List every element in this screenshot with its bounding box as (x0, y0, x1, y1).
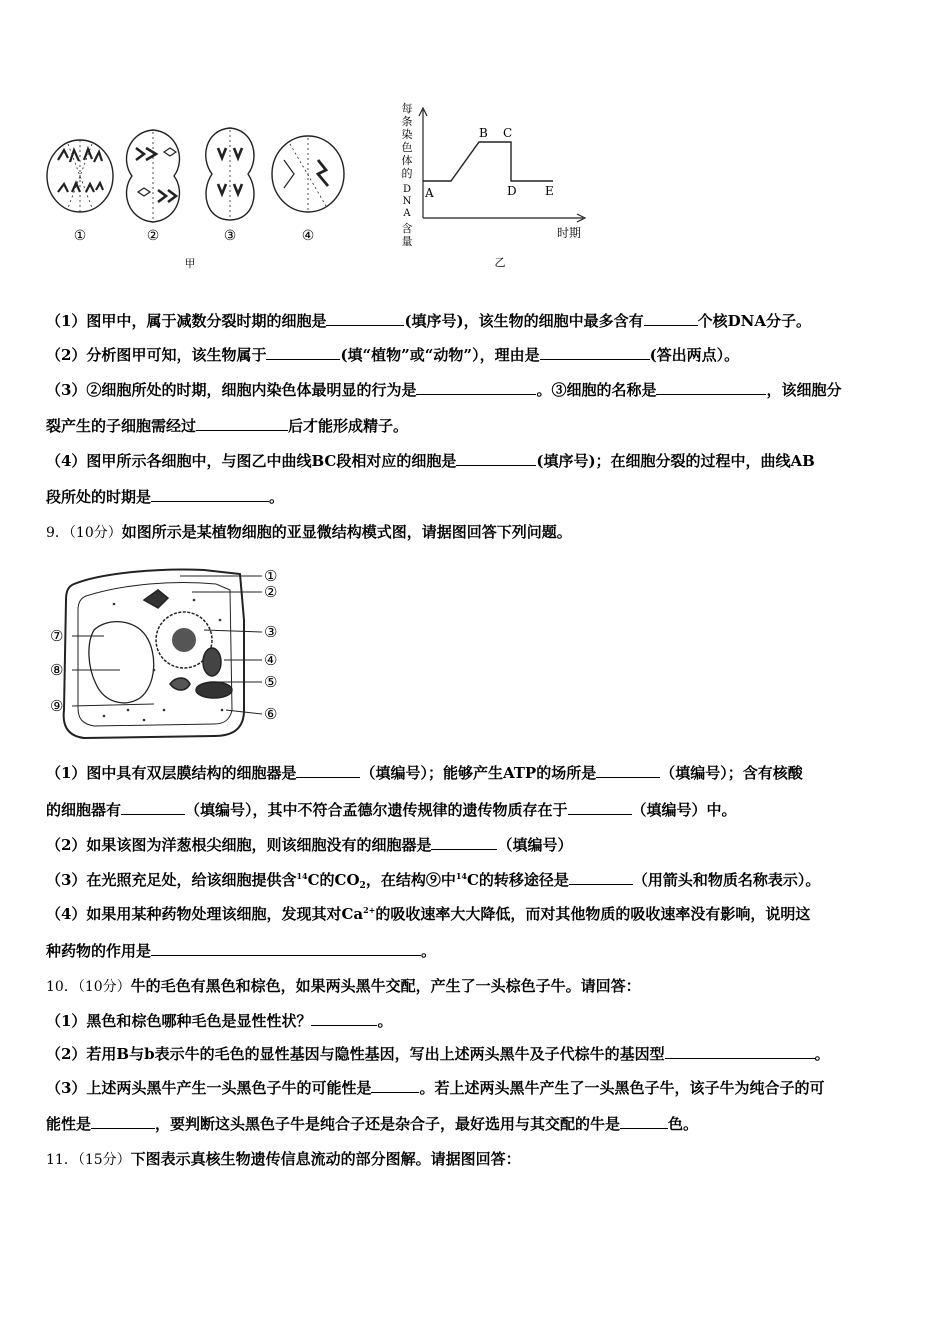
answer-blank[interactable] (326, 311, 404, 326)
q10-number: 10． (46, 979, 78, 995)
q8-part3-text-b: 。③细胞的名称是 (536, 381, 657, 399)
answer-blank[interactable] (371, 1078, 419, 1093)
q8-part2-text-a: （2）分析图甲可知，该生物属于 (46, 346, 267, 364)
answer-blank[interactable] (266, 345, 340, 360)
q10-part1-text-a: （1）黑色和棕色哪种毛色是显性性状？ (46, 1012, 312, 1030)
q10-stem (46, 976, 641, 997)
answer-blank[interactable] (540, 345, 650, 360)
cell-4 (272, 136, 344, 212)
q8-part1-text-b: (填序号)，该生物的细胞中最多含有 (404, 312, 644, 330)
q8-part1 (46, 311, 811, 331)
q9-part3-text-e: （用箭头和物质名称表示）。 (632, 871, 821, 889)
cell-part-label-4: ④ (264, 651, 278, 669)
cell-part-label-5: ⑤ (264, 673, 278, 691)
figure-jia-caption: 甲 (184, 257, 196, 270)
plant-cell-diagram (44, 560, 294, 750)
q10-part3-cont (46, 1114, 698, 1134)
q9-part1-text-b: （填编号）；能够产生ATP的场所是 (360, 764, 597, 782)
q9-stem-text: 如图所示是某植物细胞的亚显微结构模式图，请据图回答下列问题。 (121, 523, 572, 541)
q8-part4 (46, 451, 815, 471)
q8-part4-text-d: 。 (269, 488, 285, 506)
q10-part1-text-b: 。 (377, 1012, 393, 1030)
q10-part2 (46, 1044, 830, 1064)
q9-stem (46, 522, 572, 543)
q9-part1-text-f: （填编号）中。 (631, 801, 737, 819)
answer-blank[interactable] (596, 763, 660, 778)
q10-part1 (46, 1011, 392, 1031)
q8-part3-text-a: （3）②细胞所处的时期，细胞内染色体最明显的行为是 (46, 381, 417, 399)
y-axis-char: 的 (401, 167, 413, 180)
q8-part3-text-d: 裂产生的子细胞需经过 (46, 417, 197, 435)
answer-blank[interactable] (665, 1044, 815, 1059)
q9-part3 (46, 870, 820, 890)
q10-part3-text-e: 色。 (668, 1115, 699, 1133)
q9-part3-text-c: ，在结构⑨中 (365, 871, 456, 889)
q9-part1-text-d: 的细胞器有 (46, 801, 122, 819)
q9-part1-text-e: （填编号），其中不符合孟德尔遗传规律的遗传物质存在于 (185, 801, 568, 819)
q8-part1-text-a: （1）图甲中，属于减数分裂时期的细胞是 (46, 312, 327, 330)
x-axis-label: 时期 (557, 226, 582, 240)
point-b: B (479, 126, 488, 140)
q8-part4-text-c: 段所处的时期是 (46, 488, 152, 506)
cell-2 (127, 130, 180, 222)
mitochondrion (203, 648, 221, 676)
q9-part4-text-d: 。 (421, 942, 437, 960)
q10-part2-text-a: （2）若用B与b表示牛的毛色的显性基因与隐性基因，写出上述两头黑牛及子代棕牛的基因型 (46, 1045, 665, 1063)
answer-blank[interactable] (456, 451, 536, 466)
chloroplast (196, 682, 232, 698)
y-axis-char: 色 (401, 141, 413, 154)
q8-part1-text-c: 个核DNA分子。 (697, 312, 812, 330)
q8-part3-text-e: 后才能形成精子。 (288, 417, 409, 435)
q8-part2-text-b: (填“植物”或“动物”），理由是 (340, 346, 540, 364)
q11-stem-text: 下图表示真核生物遗传信息流动的部分图解。请据图回答： (130, 1150, 521, 1168)
q9-part2 (46, 835, 572, 855)
answer-blank[interactable] (569, 870, 633, 885)
q8-part4-text-b: (填序号)；在细胞分裂的过程中，曲线AB (536, 452, 815, 470)
answer-blank[interactable] (196, 416, 288, 431)
answer-blank[interactable] (121, 800, 185, 815)
q8-part3-text-c: ，该细胞分 (766, 381, 842, 399)
q8-part3-cont (46, 416, 408, 436)
cell-part-label-7: ⑦ (50, 627, 64, 645)
q9-part1-cont (46, 800, 737, 820)
y-axis-char: D (402, 184, 412, 195)
point-c: C (503, 126, 513, 140)
figure-yi-graph (395, 100, 595, 270)
subscript-2: 2 (359, 881, 366, 891)
y-axis-char: N (402, 196, 412, 207)
cell-part-label-3: ③ (264, 623, 278, 641)
q11-stem (46, 1149, 521, 1170)
y-axis-char: A (403, 208, 411, 219)
cell-part-label-6: ⑥ (264, 705, 278, 723)
q9-score: （10分） (68, 525, 122, 541)
q9-part2-text-b: （填编号） (497, 836, 573, 854)
cell-label-2: ② (146, 228, 160, 244)
q9-part4-text-a: （4）如果用某种药物处理该细胞，发现其对Ca (46, 905, 364, 923)
q9-part3-text-d: C的转移途径是 (466, 871, 569, 889)
cell-label-3: ③ (223, 228, 237, 244)
q10-part3-text-d: ，要判断这头黑色子牛是纯合子还是杂合子，最好选用与其交配的牛是 (155, 1115, 621, 1133)
cell-part-label-2: ② (264, 583, 278, 601)
answer-blank[interactable] (311, 1011, 377, 1026)
answer-blank[interactable] (431, 835, 497, 850)
q9-part2-text-a: （2）如果该图为洋葱根尖细胞，则该细胞没有的细胞器是 (46, 836, 432, 854)
q9-part1-text-c: （填编号）；含有核酸 (660, 764, 803, 782)
q10-part3-text-c: 能性是 (46, 1115, 92, 1133)
answer-blank[interactable] (296, 763, 360, 778)
dna-curve (423, 142, 553, 181)
q9-part4-text-c: 种药物的作用是 (46, 942, 152, 960)
answer-blank[interactable] (151, 487, 269, 502)
y-axis-char: 量 (401, 235, 413, 248)
q8-part2 (46, 345, 739, 365)
cell-label-1: ① (73, 228, 87, 244)
point-d: D (507, 184, 517, 198)
q9-part3-text-b: C的CO (307, 871, 360, 889)
q9-part4-cont (46, 941, 436, 961)
q11-score: （15分） (77, 1152, 131, 1168)
q9-part4 (46, 904, 810, 924)
q8-part2-text-c: (答出两点）。 (649, 346, 740, 364)
q11-number: 11． (46, 1152, 78, 1168)
answer-blank[interactable] (91, 1114, 155, 1129)
q10-part3 (46, 1078, 824, 1098)
q10-part2-text-b: 。 (814, 1045, 830, 1063)
cell-1 (47, 140, 113, 212)
answer-blank[interactable] (620, 1114, 668, 1129)
q9-number: 9． (46, 525, 69, 541)
y-axis-char: 染 (401, 128, 413, 141)
q9-part4-text-b: 的吸收速率大大降低，而对其他物质的吸收速率没有影响，说明这 (375, 905, 811, 923)
y-axis-char: 条 (401, 115, 413, 128)
q9-part1 (46, 763, 803, 783)
cell-part-label-1: ① (264, 567, 278, 585)
q10-score: （10分） (77, 979, 131, 995)
answer-blank[interactable] (644, 311, 698, 326)
y-axis-char: 含 (401, 222, 413, 235)
cell-label-4: ④ (301, 228, 315, 244)
q9-part3-text-a: （3）在光照充足处，给该细胞提供含 (46, 871, 297, 889)
cell-part-label-9: ⑨ (50, 697, 64, 715)
q10-part3-text-a: （3）上述两头黑牛产生一头黑色子牛的可能性是 (46, 1079, 372, 1097)
vacuole (89, 622, 154, 703)
q10-stem-text: 牛的毛色有黑色和棕色，如果两头黑牛交配，产生了一头棕色子牛。请回答： (130, 977, 641, 995)
isotope-14: 14 (296, 871, 308, 881)
q8-part4-text-a: （4）图甲所示各细胞中，与图乙中曲线BC段相对应的细胞是 (46, 452, 457, 470)
ion-charge: 2+ (363, 905, 376, 915)
point-a: A (425, 186, 434, 200)
answer-blank[interactable] (416, 380, 536, 395)
answer-blank[interactable] (656, 380, 766, 395)
cell-part-label-8: ⑧ (50, 661, 64, 679)
answer-blank[interactable] (151, 941, 421, 956)
isotope-14: 14 (455, 871, 467, 881)
cell-3 (206, 128, 254, 220)
answer-blank[interactable] (568, 800, 632, 815)
figure-yi-caption: 乙 (494, 256, 506, 269)
q9-part1-text-a: （1）图中具有双层膜结构的细胞器是 (46, 764, 297, 782)
figure-jia-cells (40, 120, 360, 270)
y-axis-char: 每 (401, 102, 413, 115)
q10-part3-text-b: 。若上述两头黑牛产生了一头黑色子牛，该子牛为纯合子的可 (419, 1079, 825, 1097)
point-e: E (545, 184, 554, 198)
q8-part3 (46, 380, 841, 400)
y-axis-char: 体 (401, 154, 413, 167)
q8-part4-cont (46, 487, 284, 507)
